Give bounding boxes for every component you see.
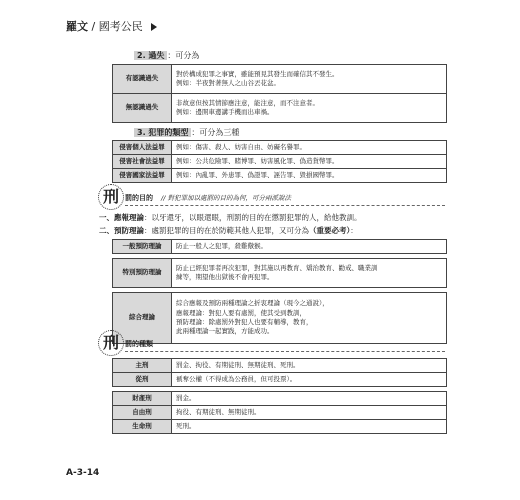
table-row bbox=[113, 155, 447, 169]
table-row-text bbox=[172, 65, 447, 94]
table-row-label: 綜合理論 bbox=[113, 293, 172, 344]
text-line: 練等，期望他出獄後不會再犯罪。 bbox=[176, 273, 274, 281]
text-line: 防止已經犯罪者再次犯罪，對其施以再教育、矯治教育、勸戒、職業訓 bbox=[176, 263, 378, 272]
retribution-theory-line bbox=[99, 212, 362, 223]
table-row-text: 罰金、拘役、有期徒刑、無期徒刑、死刑。 bbox=[172, 359, 447, 373]
table-row-label: 無認識過失 bbox=[113, 94, 172, 123]
negligence-heading-suffix: ：可分為 bbox=[167, 51, 200, 60]
table-row-text bbox=[172, 259, 447, 288]
divider bbox=[125, 351, 445, 352]
prevention-theory-text: ：處罰犯罪的目的在於防範其他人犯罪，又可分為 bbox=[144, 226, 309, 235]
table-row-label: 自由刑 bbox=[113, 406, 172, 420]
text-line: 預防理論：除處罰外對犯人也要有輔導，教育， bbox=[176, 318, 313, 326]
text-line: 非故意但按其情節應注意，能注意，而不注意者。 bbox=[176, 98, 319, 107]
table-row-text: 例如：傷害、殺人、妨害自由、妨礙名譽罪。 bbox=[172, 141, 447, 155]
table-row bbox=[113, 293, 447, 344]
text-line: 例如：半夜對著無人之山谷丟花盆。 bbox=[176, 79, 280, 87]
important-note: （重要必考） bbox=[309, 226, 351, 235]
table-row bbox=[113, 240, 447, 254]
table-row-text: 例如：內亂罪、外患罪、偽證罪、誣告罪、毀損國幣罪。 bbox=[172, 169, 447, 183]
kinds-title: 罰的種類 bbox=[125, 340, 153, 348]
text-line: 此兩種理論一起實践，方能成功。 bbox=[176, 327, 274, 336]
crime-types-heading-label: 3. 犯罪的類型 bbox=[134, 128, 191, 137]
text-line: 應報理論：對犯人要有處罰，使其受到教訓， bbox=[176, 308, 306, 317]
table-row-label: 財產刑 bbox=[113, 392, 172, 406]
table-row bbox=[113, 94, 447, 123]
prevention-table bbox=[112, 239, 447, 344]
table-row bbox=[113, 65, 447, 94]
retribution-theory-text: ：以牙還牙，以眼還眼，刑罰的目的在懲罰犯罪的人，給他教訓。 bbox=[144, 213, 362, 222]
table-row-label: 有認識過失 bbox=[113, 65, 172, 94]
punishment-kinds-table bbox=[112, 358, 447, 434]
negligence-heading-label: 2. 過失 bbox=[134, 51, 167, 60]
crime-types-heading-suffix: ：可分為三種 bbox=[191, 128, 240, 137]
table-row-text bbox=[172, 94, 447, 123]
table-row-text bbox=[172, 293, 447, 344]
table-row-text bbox=[172, 240, 447, 254]
table-row-text: 例如：公共危險罪、賭博罪、妨害風化罪、偽造貨幣罪。 bbox=[172, 155, 447, 169]
text-line: 例如：邊開車邊講手機而出車禍。 bbox=[176, 108, 274, 116]
table-row-label: 從刑 bbox=[113, 373, 172, 387]
table-row-label: 生命刑 bbox=[113, 420, 172, 434]
table-row-label: 侵害社會法益罪 bbox=[113, 155, 172, 169]
page-number: A-3-14 bbox=[66, 468, 100, 478]
table-row bbox=[113, 373, 447, 387]
text-line: 防止一般人之犯罪，殺雞儆猴。 bbox=[176, 241, 267, 250]
page-header bbox=[66, 18, 157, 34]
play-arrow-icon bbox=[151, 23, 157, 31]
prevention-theory-end: ： bbox=[350, 226, 358, 235]
negligence-table bbox=[112, 64, 447, 123]
text-line: 對於構成犯罪之事實，雖能預見其發生而確信其不發生。 bbox=[176, 69, 339, 78]
text-line: 綜合應報及預防兩種理論之折衷理論（現今之通說）， bbox=[176, 299, 329, 308]
table-row-label: 主刑 bbox=[113, 359, 172, 373]
table-row bbox=[113, 259, 447, 288]
crime-types-heading bbox=[134, 127, 239, 138]
table-row bbox=[113, 420, 447, 434]
purpose-title: 罰的目的 bbox=[125, 194, 153, 202]
header-subject: 羅文 bbox=[66, 20, 88, 33]
table-row bbox=[113, 359, 447, 373]
table-row bbox=[113, 169, 447, 183]
crime-types-table bbox=[112, 140, 447, 183]
table-row bbox=[113, 141, 447, 155]
negligence-heading bbox=[134, 50, 199, 61]
purpose-subtitle: // 對犯罪加以處罰的目的為何，可分兩派說法 bbox=[161, 194, 291, 202]
table-row-label: 侵害國家法益罪 bbox=[113, 169, 172, 183]
retribution-theory-label: 一、應報理論 bbox=[99, 213, 144, 222]
divider bbox=[125, 205, 445, 206]
table-row-text: 罰金。 bbox=[172, 392, 447, 406]
table-row-text: 死刑。 bbox=[172, 420, 447, 434]
table-row-label: 侵害個人法益罪 bbox=[113, 141, 172, 155]
punishment-badge: 刑 bbox=[98, 184, 124, 210]
table-row bbox=[113, 392, 447, 406]
prevention-theory-label: 二、預防理論 bbox=[99, 226, 144, 235]
table-row-label: 一般預防理論 bbox=[113, 240, 172, 254]
prevention-theory-line bbox=[99, 225, 358, 236]
table-row-text: 褫奪公權（不得成為公務員，但可投票）。 bbox=[172, 373, 447, 387]
table-row-text: 拘役、有期徒刑、無期徒刑。 bbox=[172, 406, 447, 420]
table-row bbox=[113, 406, 447, 420]
header-path: / 國考公民 bbox=[91, 20, 143, 33]
table-row-label: 特別預防理論 bbox=[113, 259, 172, 288]
punishment-kinds-badge: 刑 bbox=[98, 330, 124, 356]
